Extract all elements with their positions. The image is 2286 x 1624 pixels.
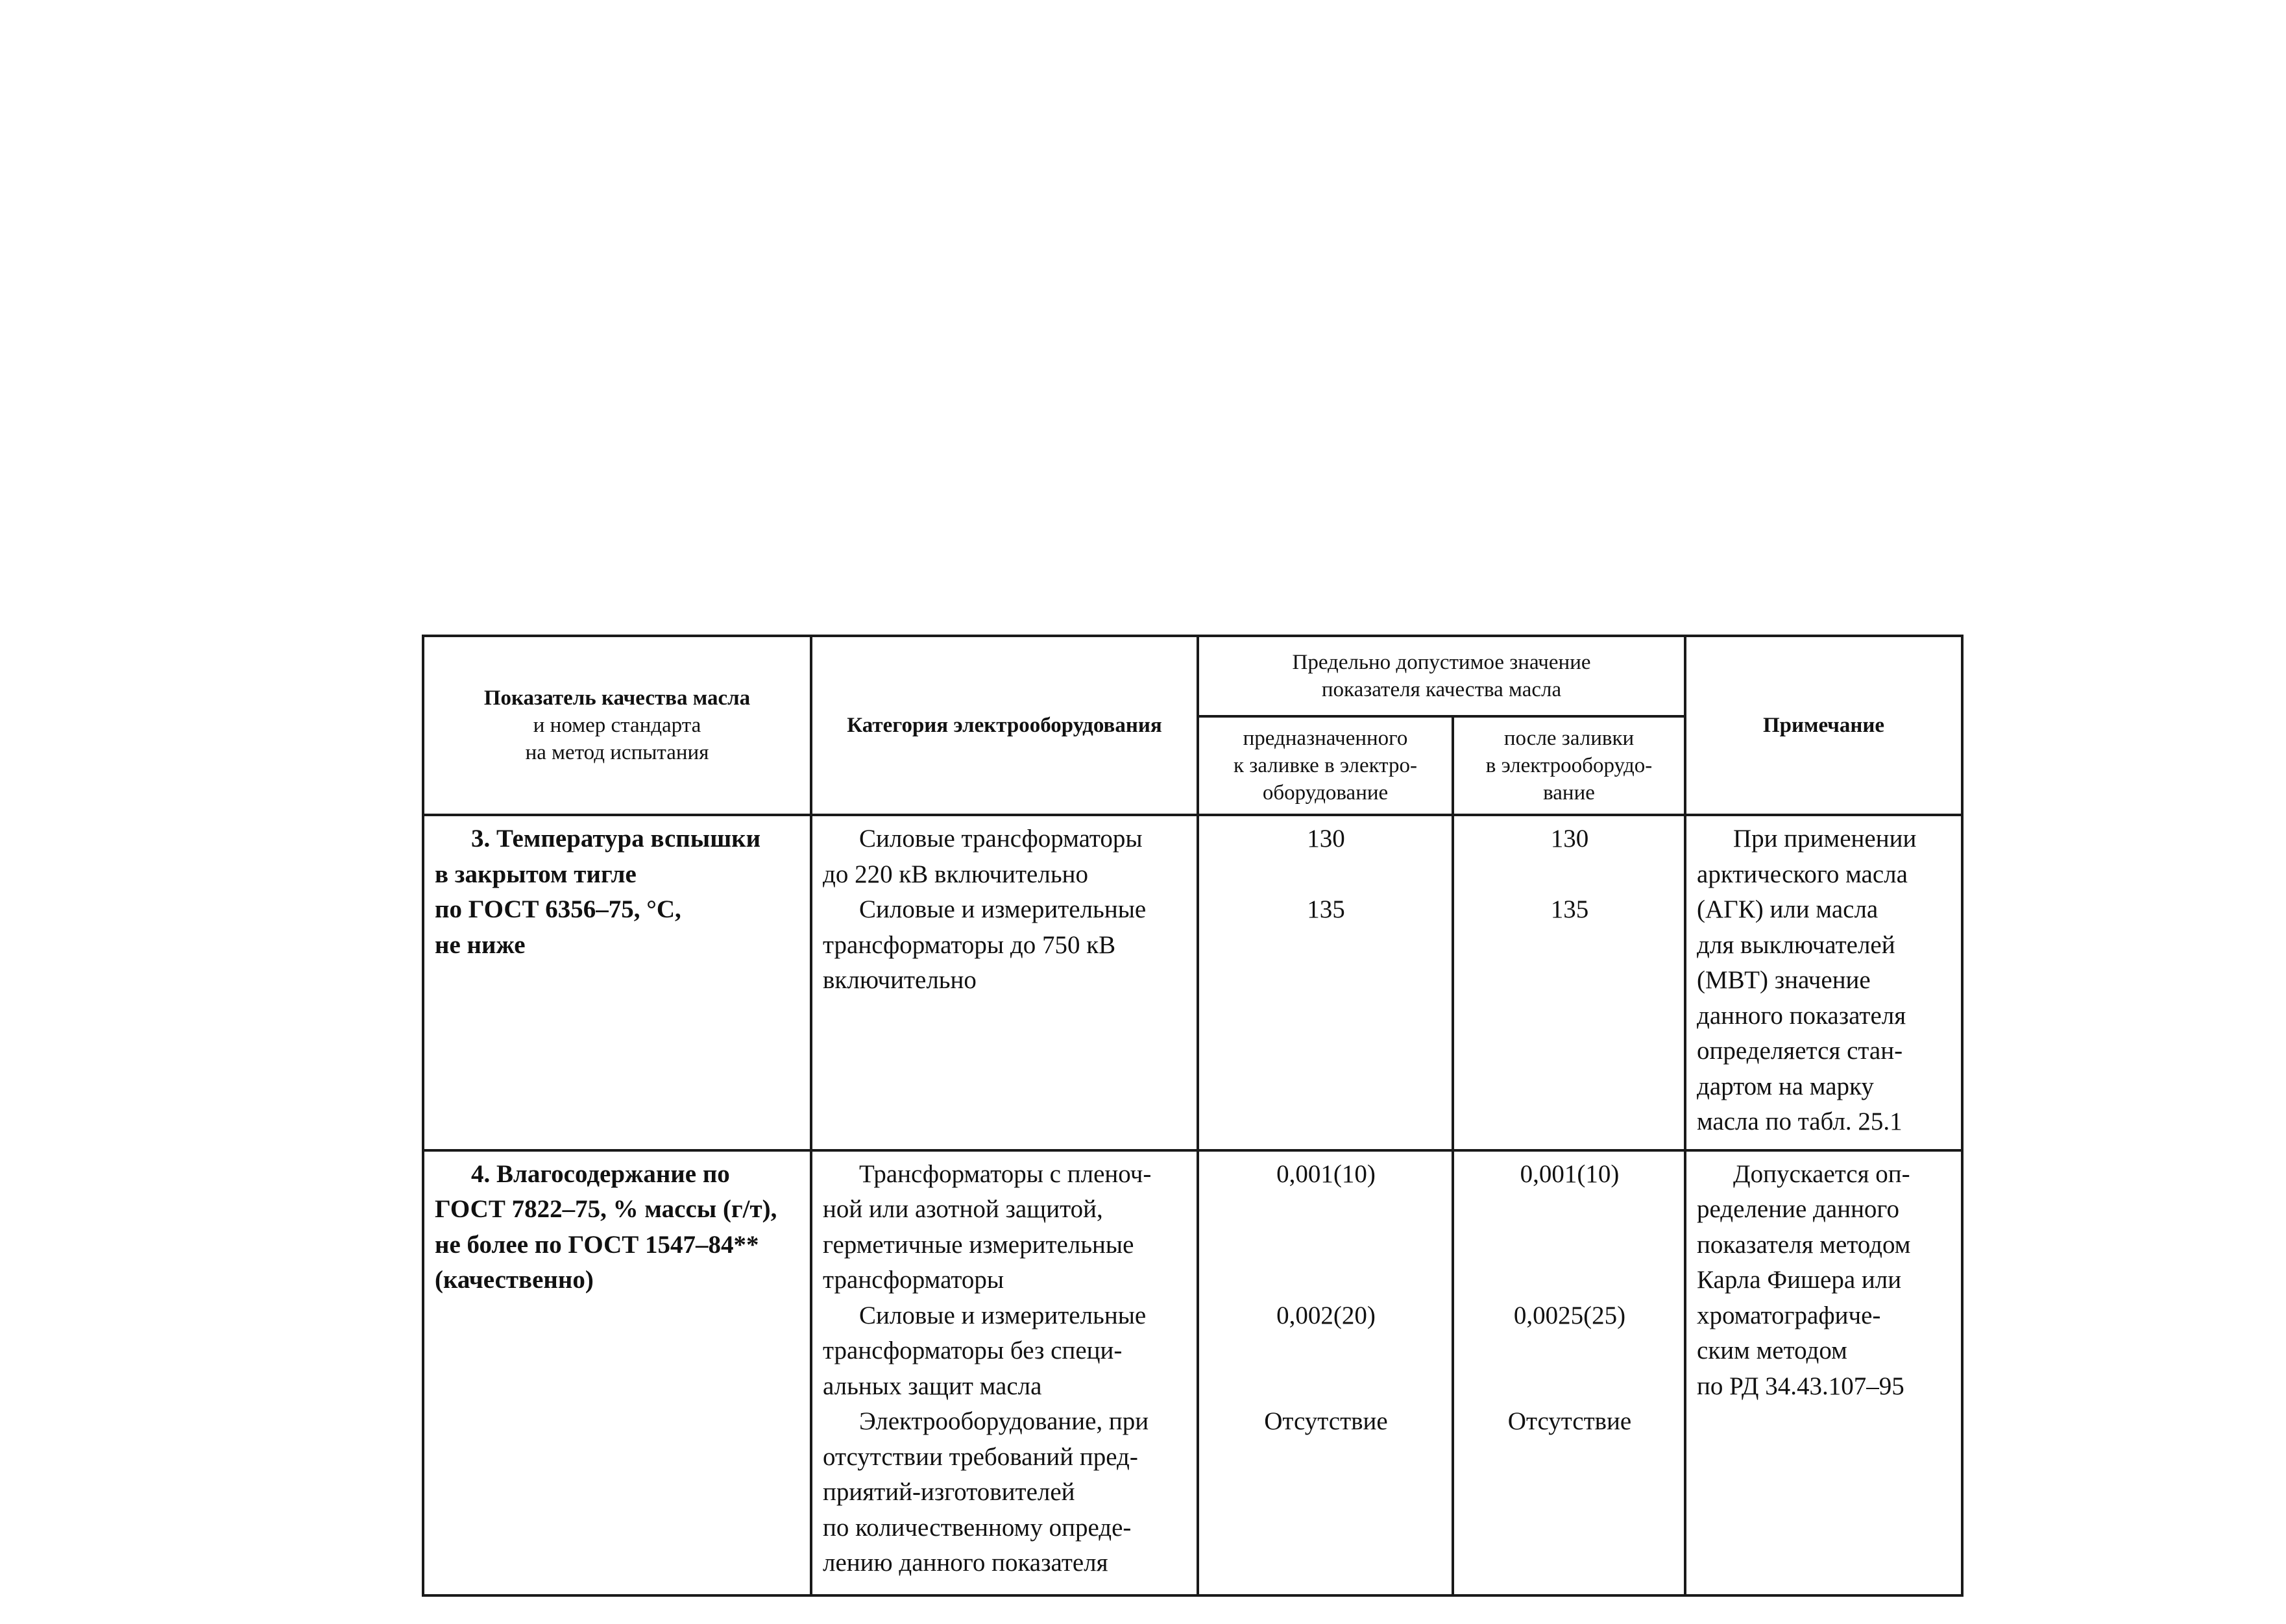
note-line: для выключателей [1697,930,1895,959]
indicator-line: 4. Влагосодержание по [471,1159,730,1188]
indicator-cell [423,1150,811,1595]
indicator-cell [423,815,811,1150]
note-cell [1685,1150,1962,1595]
indicator-line: по ГОСТ 6356–75, °С, [435,895,681,923]
limit-value: 135 [1550,895,1589,923]
category-cell [811,815,1198,1150]
category-line: Силовые трансформаторы [859,825,1143,853]
note-line: по РД 34.43.107–95 [1697,1372,1904,1400]
category-line: Электрооборудование, при [859,1407,1149,1435]
header-before-filling [1198,716,1453,815]
note-line: арктического масла [1697,860,1908,888]
category-line: Трансформаторы с пленоч- [859,1159,1152,1188]
category-line: трансформаторы до 750 кВ [823,930,1116,959]
header-sub-line: после заливки [1503,727,1635,750]
limit-value: 0,0025(25) [1513,1301,1626,1329]
header-group-line: Предельно допустимое значение [1292,651,1591,674]
category-cell [811,1150,1198,1595]
limit-value: 130 [1550,825,1589,853]
indicator-line: не ниже [435,930,526,959]
header-category: Категория электрооборудования [811,636,1198,815]
header-limit-group [1198,636,1685,716]
limit-value: 135 [1307,895,1345,923]
header-after-filling [1453,716,1685,815]
note-line: определяется стан- [1697,1037,1903,1065]
note-line: масла по табл. 25.1 [1697,1108,1903,1135]
before-filling-cell [1198,815,1453,1150]
category-line: по количественному опреде- [823,1513,1132,1542]
oil-quality-table [422,635,1964,1597]
header-sub-line: оборудование [1262,781,1389,805]
table-row [423,1150,1962,1595]
header-group-line: показателя качества масла [1321,678,1562,701]
category-line: герметичные измерительные [823,1230,1134,1259]
after-filling-cell [1453,1150,1685,1595]
category-line: трансформаторы без специ- [823,1337,1123,1364]
category-line: до 220 кВ включительно [823,860,1088,888]
note-line: дартом на марку [1697,1072,1874,1100]
category-line: ной или азотной защитой, [823,1195,1103,1223]
category-line: отсутствии требований пред- [823,1442,1138,1471]
indicator-line: ГОСТ 7822–75, % массы (г/т), [435,1195,777,1223]
note-cell [1685,815,1962,1150]
note-line: При применении [1733,825,1917,853]
note-line: ским методом [1697,1337,1847,1364]
header-sub-line: вание [1543,781,1595,805]
note-line: хроматографиче- [1697,1301,1881,1329]
note-line: данного показателя [1697,1001,1906,1030]
limit-value: Отсутствие [1507,1407,1632,1435]
header-indicator-line: Показатель качества масла [483,686,751,710]
note-line: (МВТ) значение [1697,966,1871,994]
category-line: лению данного показателя [823,1549,1108,1577]
header-sub-line: предназначенного [1243,727,1408,750]
after-filling-cell [1453,815,1685,1150]
before-filling-cell [1198,1150,1453,1595]
limit-value: 0,001(10) [1520,1159,1620,1188]
header-note: Примечание [1685,636,1962,815]
header-indicator-line: на метод испытания [525,741,709,764]
table-row [423,815,1962,1150]
note-line: Карла Фишера или [1697,1266,1902,1294]
note-line: Допускается оп- [1733,1159,1910,1188]
header-row [423,636,1962,716]
limit-value: 0,001(10) [1276,1159,1376,1188]
limit-value: 130 [1307,825,1345,853]
note-line: показателя методом [1697,1230,1911,1259]
category-line: трансформаторы [823,1266,1004,1294]
note-line: ределение данного [1697,1195,1899,1223]
indicator-line: (качественно) [435,1266,594,1294]
indicator-line: 3. Температура вспышки [471,825,761,853]
header-indicator [423,636,811,815]
limit-value: Отсутствие [1264,1407,1388,1435]
category-line: приятий-изготовителей [823,1478,1075,1506]
note-line: (АГК) или масла [1697,895,1879,923]
limit-value: 0,002(20) [1276,1301,1376,1329]
header-indicator-line: и номер стандарта [533,714,701,737]
indicator-line: не более по ГОСТ 1547–84** [435,1230,759,1259]
category-line: Силовые и измерительные [859,1301,1147,1329]
header-sub-line: к заливке в электро- [1234,754,1417,777]
header-sub-line: в электрооборудо- [1485,754,1653,777]
category-line: включительно [823,966,977,994]
indicator-line: в закрытом тигле [435,860,637,888]
category-line: Силовые и измерительные [859,895,1147,923]
category-line: альных защит масла [823,1372,1042,1400]
